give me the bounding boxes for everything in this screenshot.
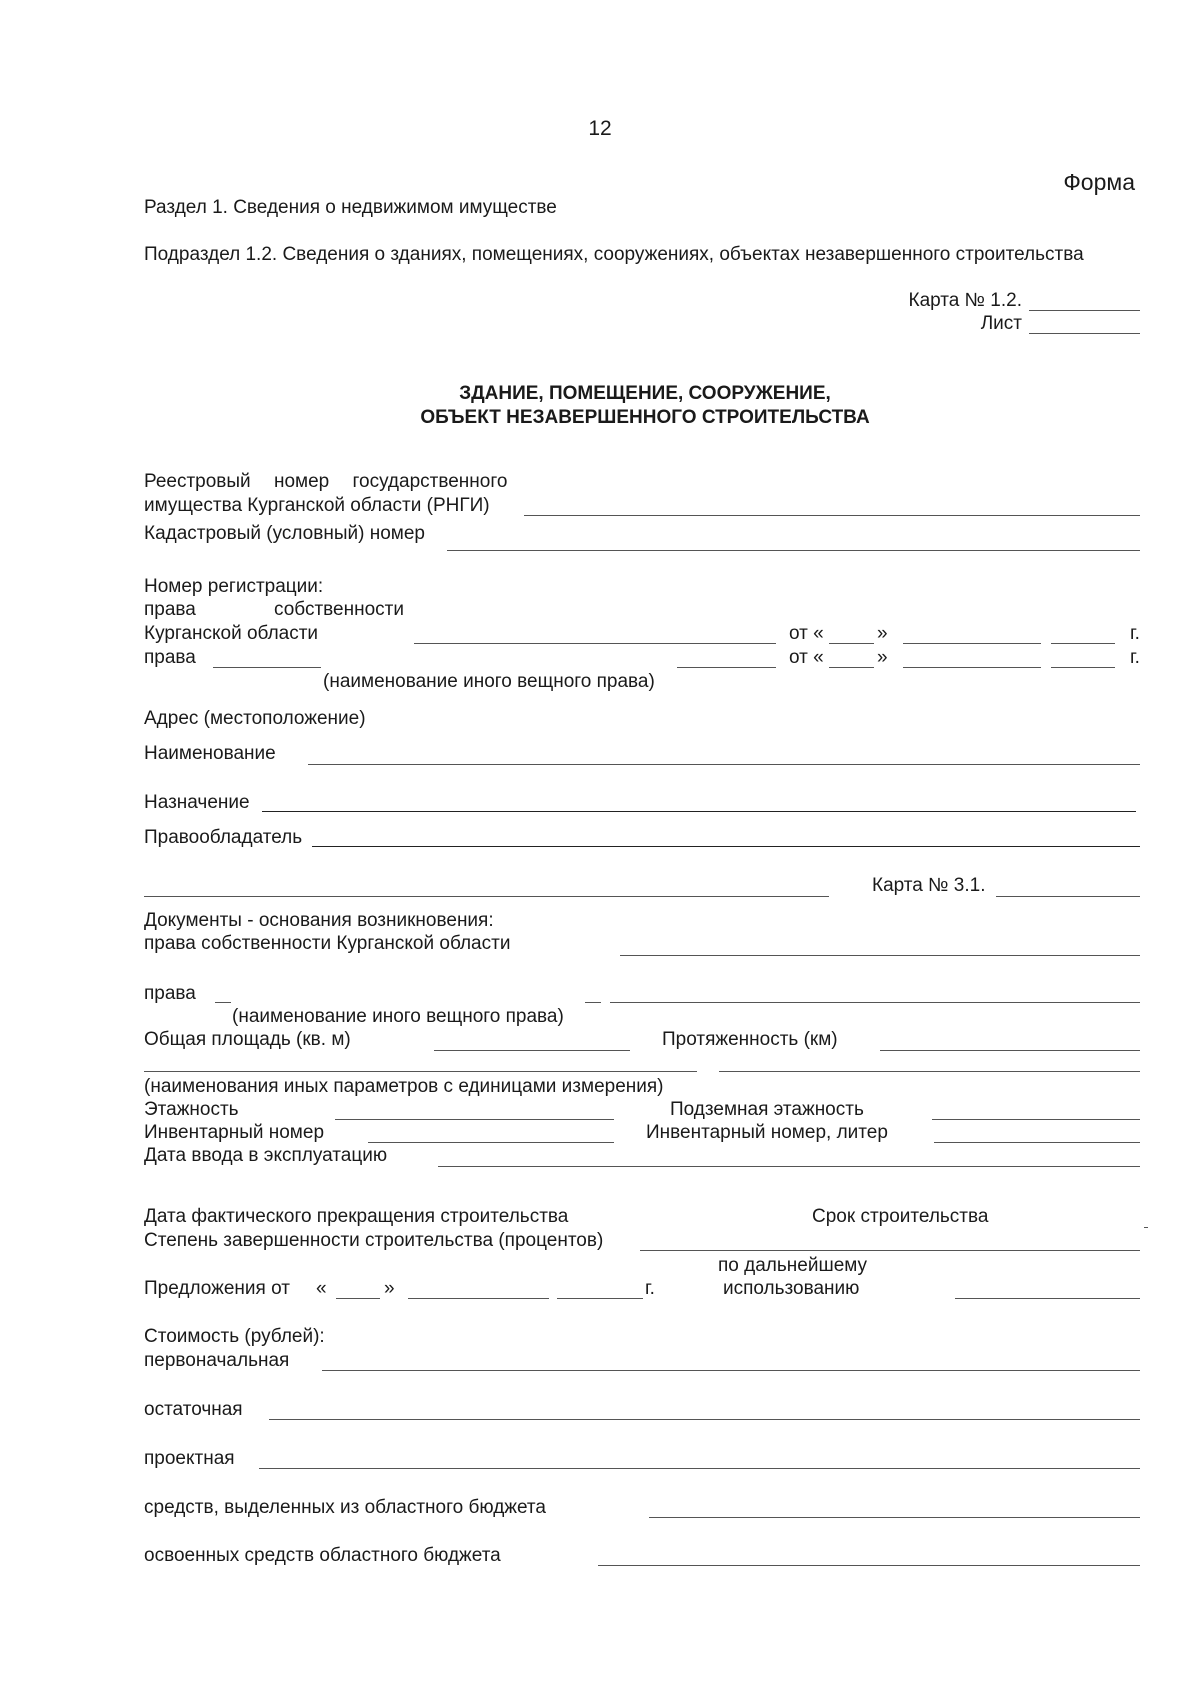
proposals-label: Предложения от bbox=[144, 1278, 290, 1299]
cost-design-line[interactable] bbox=[259, 1468, 1140, 1469]
other-right-name-line[interactable] bbox=[213, 667, 321, 668]
other-right-month-line[interactable] bbox=[903, 667, 1041, 668]
card31-number-line[interactable] bbox=[996, 896, 1140, 897]
other-params-note: (наименования иных параметров с единицами измерения) bbox=[144, 1076, 664, 1097]
inventory-number-label: Инвентарный номер bbox=[144, 1122, 325, 1143]
other-right-label: права bbox=[144, 647, 196, 668]
rngi-input-line[interactable] bbox=[524, 515, 1140, 516]
proposals-quote-open: « bbox=[316, 1278, 327, 1299]
other-params-value-line[interactable] bbox=[719, 1071, 1140, 1072]
purpose-input-line[interactable] bbox=[262, 811, 1136, 812]
funds-allocated-line[interactable] bbox=[649, 1517, 1140, 1518]
purpose-label: Назначение bbox=[144, 792, 250, 813]
sheet-label: Лист bbox=[980, 313, 1022, 334]
other-right-note: (наименование иного вещного права) bbox=[323, 671, 655, 692]
doc-title-line1: ЗДАНИЕ, ПОМЕЩЕНИЕ, СООРУЖЕНИЕ, bbox=[459, 383, 831, 404]
ownership-from-open: от « bbox=[789, 623, 824, 644]
subsection-title: Подраздел 1.2. Сведения о зданиях, помещениях, сооружениях, объектах незавершенного строительства bbox=[144, 244, 1084, 265]
docs-other-right-note: (наименование иного вещного права) bbox=[232, 1006, 564, 1027]
ownership-right-label: права bbox=[144, 599, 196, 620]
proposals-year-line[interactable] bbox=[557, 1298, 643, 1299]
docs-other-right-label: права bbox=[144, 983, 196, 1004]
further-use-line[interactable] bbox=[955, 1298, 1140, 1299]
ownership-from-close: » bbox=[877, 623, 888, 644]
address-label: Адрес (местоположение) bbox=[144, 708, 366, 729]
docs-ownership-line[interactable] bbox=[620, 955, 1140, 956]
cost-header: Стоимость (рублей): bbox=[144, 1326, 325, 1347]
other-right-from-open: от « bbox=[789, 647, 824, 668]
cost-initial-line[interactable] bbox=[322, 1370, 1140, 1371]
card-number-label: Карта № 1.2. bbox=[908, 290, 1022, 311]
commissioning-date-label: Дата ввода в эксплуатацию bbox=[144, 1145, 388, 1166]
commissioning-date-line[interactable] bbox=[438, 1166, 1140, 1167]
length-line[interactable] bbox=[880, 1050, 1140, 1051]
floors-label: Этажность bbox=[144, 1099, 239, 1120]
ownership-reg-number-line[interactable] bbox=[414, 643, 776, 644]
ownership-month-line[interactable] bbox=[903, 643, 1041, 644]
cost-residual-label: остаточная bbox=[144, 1399, 243, 1420]
other-right-reg-number-line[interactable] bbox=[677, 667, 776, 668]
cost-residual-line[interactable] bbox=[269, 1419, 1140, 1420]
underground-floors-label: Подземная этажность bbox=[670, 1099, 864, 1120]
cost-design-label: проектная bbox=[144, 1448, 235, 1469]
ownership-year-line[interactable] bbox=[1051, 643, 1115, 644]
inventory-letter-line[interactable] bbox=[934, 1142, 1140, 1143]
docs-ownership-label: права собственности Курганской области bbox=[144, 933, 511, 954]
underground-floors-line[interactable] bbox=[932, 1119, 1140, 1120]
page-number: 12 bbox=[588, 117, 612, 140]
proposals-day-line[interactable] bbox=[336, 1298, 380, 1299]
construction-term-label: Срок строительства bbox=[812, 1206, 989, 1227]
name-label: Наименование bbox=[144, 743, 276, 764]
other-right-from-close: » bbox=[877, 647, 888, 668]
rngi-label-line1: Реестровый номер государственного bbox=[144, 471, 508, 492]
registration-header: Номер регистрации: bbox=[144, 576, 324, 597]
docs-other-right-name-line[interactable] bbox=[215, 1002, 231, 1003]
name-input-line[interactable] bbox=[308, 764, 1140, 765]
funds-used-label: освоенных средств областного бюджета bbox=[144, 1545, 501, 1566]
inventory-letter-label: Инвентарный номер, литер bbox=[646, 1122, 888, 1143]
docs-other-right-short-line[interactable] bbox=[585, 1002, 601, 1003]
funds-allocated-label: средств, выделенных из областного бюджета bbox=[144, 1497, 546, 1518]
construction-stop-label: Дата фактического прекращения строительства bbox=[144, 1206, 569, 1227]
other-right-year-suffix: г. bbox=[1130, 647, 1140, 668]
kurgan-region-label: Курганской области bbox=[144, 623, 319, 644]
ownership-label: собственности bbox=[274, 599, 404, 620]
construction-term-line[interactable] bbox=[1144, 1227, 1148, 1228]
proposals-quote-close: » bbox=[384, 1278, 395, 1299]
completion-degree-line[interactable] bbox=[640, 1250, 1140, 1251]
card31-left-line[interactable] bbox=[144, 896, 829, 897]
ownership-year-suffix: г. bbox=[1130, 623, 1140, 644]
floors-line[interactable] bbox=[335, 1119, 614, 1120]
section-title: Раздел 1. Сведения о недвижимом имуществе bbox=[144, 197, 557, 218]
further-use-line1: по дальнейшему bbox=[718, 1255, 868, 1276]
total-area-line[interactable] bbox=[434, 1050, 630, 1051]
sheet-line[interactable] bbox=[1029, 333, 1140, 334]
completion-degree-label: Степень завершенности строительства (процентов) bbox=[144, 1230, 604, 1251]
cadastral-label: Кадастровый (условный) номер bbox=[144, 523, 425, 544]
proposals-year-suffix: г. bbox=[645, 1278, 655, 1299]
other-right-day-line[interactable] bbox=[829, 667, 874, 668]
other-right-year-line[interactable] bbox=[1051, 667, 1115, 668]
form-label: Форма bbox=[1063, 169, 1135, 195]
cost-initial-label: первоначальная bbox=[144, 1350, 290, 1371]
proposals-month-line[interactable] bbox=[408, 1298, 549, 1299]
length-label: Протяженность (км) bbox=[662, 1029, 838, 1050]
total-area-label: Общая площадь (кв. м) bbox=[144, 1029, 351, 1050]
docs-header: Документы - основания возникновения: bbox=[144, 910, 494, 931]
card-number-line[interactable] bbox=[1029, 310, 1140, 311]
other-params-name-line[interactable] bbox=[144, 1071, 697, 1072]
owner-label: Правообладатель bbox=[144, 827, 303, 848]
inventory-number-line[interactable] bbox=[368, 1142, 614, 1143]
card31-label: Карта № 3.1. bbox=[872, 875, 986, 896]
rngi-label-line2: имущества Курганской области (РНГИ) bbox=[144, 495, 490, 516]
ownership-day-line[interactable] bbox=[829, 643, 874, 644]
owner-input-line[interactable] bbox=[312, 846, 1140, 847]
docs-other-right-line[interactable] bbox=[610, 1002, 1140, 1003]
funds-used-line[interactable] bbox=[598, 1565, 1140, 1566]
doc-title-line2: ОБЪЕКТ НЕЗАВЕРШЕННОГО СТРОИТЕЛЬСТВА bbox=[420, 407, 870, 428]
further-use-line2: использованию bbox=[723, 1278, 860, 1299]
cadastral-input-line[interactable] bbox=[447, 550, 1140, 551]
